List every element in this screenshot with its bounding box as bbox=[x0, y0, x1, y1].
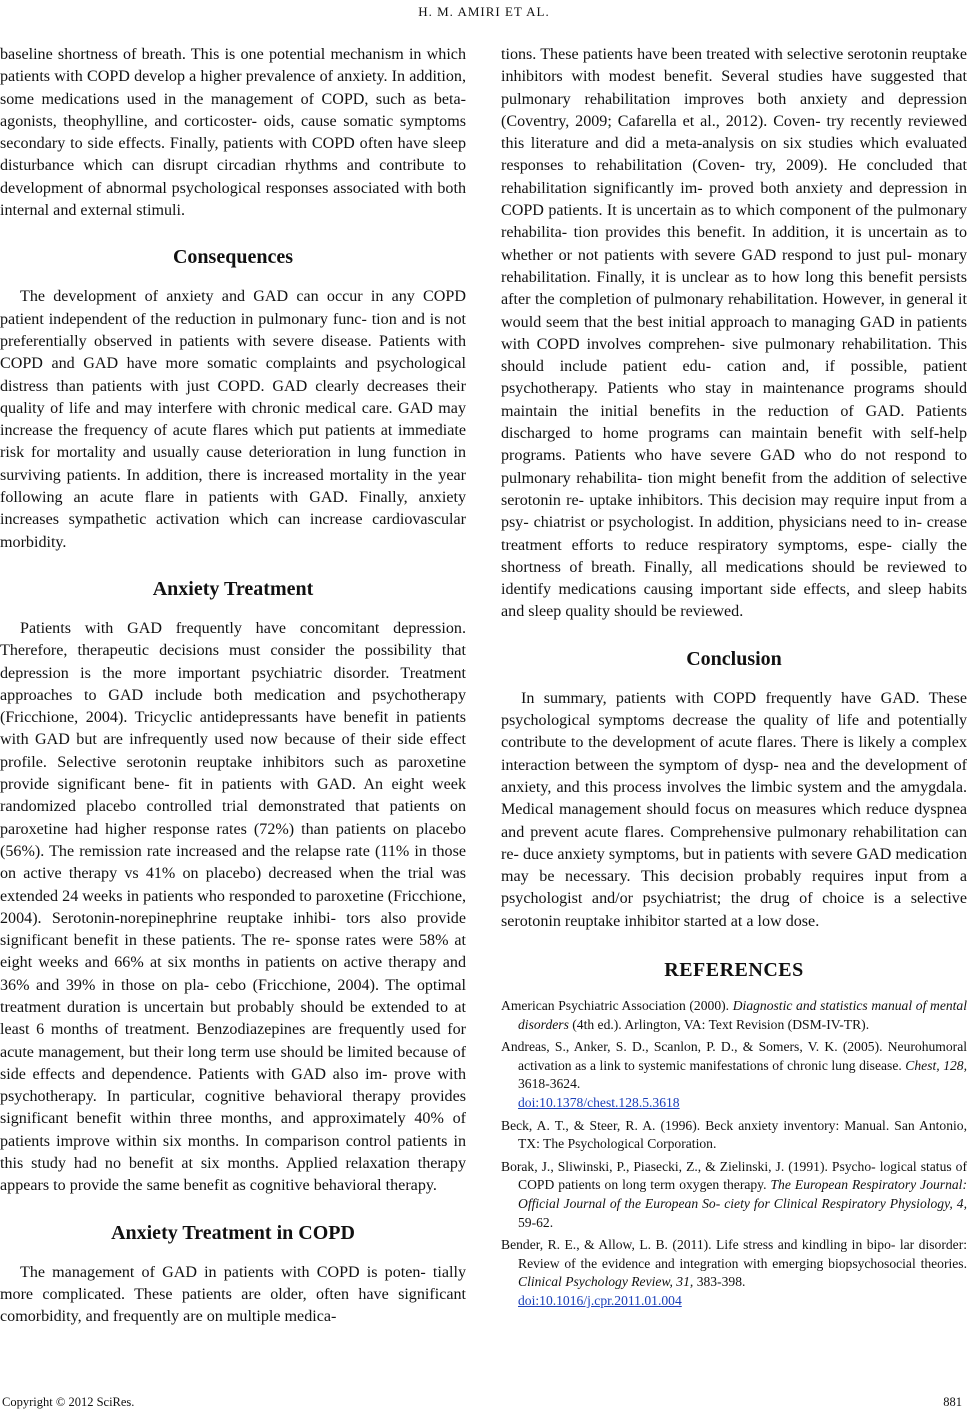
reference-item bbox=[501, 1038, 967, 1112]
paragraph-conclusion: In summary, patients with COPD frequently have GAD. These psychological symptoms decrease the quality of life and potentially contribute to the development of acute flares. There is likely a complex interaction between the symptom of dysp- nea and the development of anxiety, and this process involves the limbic system and the amygdala. Medical management should focus on measures which reduce dyspnea and prevent acute flares. Comprehensive pulmonary rehabilitation can re- duce anxiety symptoms, but in patients with severe GAD medication may be necessary. This decision probably requires input from a psychologist and/or psychiatrist; the drug of choice is a selective serotonin reuptake inhibitor started at a low dose. bbox=[501, 689, 967, 930]
reference-item bbox=[501, 1236, 967, 1310]
reference-source: Clinical Psychology Review, 31, bbox=[518, 1274, 694, 1290]
right-column bbox=[501, 44, 967, 1314]
reference-text: Andreas, S., Anker, S. D., Scanlon, P. D., & Somers, V. K. (2005). Neurohumoral activation as a link to systemic manifestations of chronic lung disease. bbox=[501, 1039, 967, 1073]
reference-text: American Psychiatric Association (2000). bbox=[501, 997, 733, 1013]
running-head: H. M. AMIRI ET AL. bbox=[418, 4, 550, 19]
left-column bbox=[0, 44, 466, 1329]
paragraph-intro: baseline shortness of breath. This is one potential mechanism in which patients with COPD develop a higher prevalence of anxiety. In addition, some medications used in the management of COPD, such as beta-agonists, theophylline, and corticoster- oids, cause somatic symptoms secondary to side effects. Finally, patients with COPD often have sleep disturbance which can disrupt circadian rhythms and contribute to development of abnormal psychological responses associated with both internal and external stimuli. bbox=[0, 46, 466, 220]
reference-source: Diagnostic and statistics manual of mental disorders bbox=[518, 997, 967, 1032]
reference-doi-link[interactable]: doi:10.1378/chest.128.5.3618 bbox=[518, 1094, 680, 1110]
footer-copyright: Copyright © 2012 SciRes. bbox=[2, 1395, 135, 1409]
reference-source: Chest, 128, bbox=[905, 1057, 967, 1073]
reference-text-tail: (4th ed.). Arlington, VA: Text Revision (DSM-IV-TR). bbox=[568, 1016, 870, 1032]
paragraph-continued: tions. These patients have been treated with selective serotonin reuptake inhibitors with modest benefit. Several studies have suggested that pulmonary rehabilitation improves both anxiety and depression (Coventry, 2009; Cafarella et al., 2012). Coven- try recently reviewed this literature and did a meta-analysis on six studies which evaluated responses to rehabilitation (Coven- try, 2009). He concluded that rehabilitation significantly im- proved both anxiety and depression in COPD patients. It is uncertain as to which component of the pulmonary rehabilita- tion provides this benefit. In addition, it is uncertain as to whether or not patients with severe GAD respond to just pul- monary rehabilitation. Finally, it is unclear as to how long this benefit persists after the completion of pulmonary rehabilitation. However, in general it would seem that the best initial approach to managing GAD in patients with COPD involves comprehen- sive pulmonary rehabilitation. This should include patient edu- cation and, if possible, patient psychotherapy. Patients who stay in maintenance programs should maintain the initial benefits in the reduction of GAD. Patients discharged to home programs can maintain benefit with self-help programs. Patients who have severe GAD who do not respond to pulmonary rehabilita- tion might benefit from the addition of selective serotonin re- uptake inhibitors. This decision may require input from a psy- chiatrist or psychologist. In addition, physicians need to in- crease treatment efforts to reduce respiratory symptoms, espe- cially the shortness of breath. Finally, all medications should be reviewed to identify medications causing important side effects, and sleep habits and sleep quality should be reviewed. bbox=[501, 46, 967, 621]
paragraph-anxiety-treatment-copd: The management of GAD in patients with COPD is poten- tially more complicated. These patients are older, often have significant comorbidity, and frequently are on multiple medica- bbox=[0, 1263, 466, 1326]
reference-source: The European Respiratory Journal: Official Journal of the European So- ciety for Clinical Respiratory Physiology, 4, bbox=[518, 1177, 967, 1211]
reference-text: Bender, R. E., & Allow, L. B. (2011). Life stress and kindling in bipo- lar disorder: Review of the evidence and integration with emerging biopsychosocial theories. bbox=[501, 1237, 967, 1271]
footer-page-number: 881 bbox=[943, 1395, 962, 1409]
reference-text: Beck, A. T., & Steer, R. A. (1996). Beck anxiety inventory: Manual. San Antonio, TX: The Psychological Corporation. bbox=[501, 1117, 967, 1152]
reference-doi-link[interactable]: doi:10.1016/j.cpr.2011.01.004 bbox=[518, 1292, 682, 1308]
reference-text-tail: 59-62. bbox=[518, 1214, 554, 1230]
heading-anxiety-treatment-copd: Anxiety Treatment in COPD bbox=[111, 1221, 355, 1244]
heading-conclusion: Conclusion bbox=[686, 647, 782, 670]
reference-item bbox=[501, 997, 967, 1034]
reference-item bbox=[501, 1158, 967, 1232]
paragraph-consequences: The development of anxiety and GAD can occur in any COPD patient independent of the reduction in pulmonary func- tion and is not preferentially observed in patients with severe disease. Patients with COPD and GAD have more somatic complaints and psychological distress than patients with just COPD. GAD clearly decreases their quality of life and may interfere with chronic medical care. GAD may increase the frequency of acute flares which put patients at immediate risk for mortality and usually cause deterioration in lung function in surviving patients. In addition, there is increased mortality in the year following an acute flare in patients with GAD. Finally, anxiety increases sympathetic activation which can increase cardiovascular morbidity. bbox=[0, 288, 466, 551]
reference-text: Borak, J., Sliwinski, P., Piasecki, Z., & Zielinski, J. (1991). Psycho- logical status of COPD patients on long term oxygen therapy. bbox=[501, 1158, 967, 1193]
heading-anxiety-treatment: Anxiety Treatment bbox=[152, 577, 314, 600]
heading-consequences: Consequences bbox=[172, 246, 293, 269]
reference-text-tail: 3618-3624. bbox=[518, 1076, 581, 1092]
reference-item bbox=[501, 1117, 967, 1154]
reference-text-tail: 383-398. bbox=[693, 1274, 746, 1290]
paragraph-anxiety-treatment: Patients with GAD frequently have concomitant depression. Therefore, therapeutic decisions must consider the possibility that depression is the more important psychiatric disorder. Treatment approaches to GAD include both medication and psychotherapy (Fricchione, 2004). Tricyclic antidepressants have benefit in patients with GAD but are infrequently used now because of their side effect profile. Selective serotonin reuptake inhibitors such as paroxetine provide significant bene- fit in patients with GAD. An eight week randomized placebo controlled trial demonstrated that patients on paroxetine had higher response rates (72%) than patients on placebo (56%). The remission rate increased and the relapse rate (11% in those on active therapy vs 41% on placebo) decreased when the trial was extended 24 weeks in patients who responded to paroxetine (Fricchione, 2004). Serotonin-norepinephrine reuptake inhibi- tors also provide significant benefit in these patients. The re- sponse rates were 58% at eight weeks and 66% at six months in patients on active therapy and 36% and 39% in those on pla- cebo (Fricchione, 2004). The optimal treatment duration is uncertain but probably should be extended to at least 6 months of treatment. Benzodiazepines are frequently used for acute management, but their long term use should be limited because of side effects and dependence. Patients with GAD also im- prove with psychotherapy. In particular, cognitive behavioral therapy provides significant benefit within three months, and approximately 40% of patients improve within six months. In comparison control patients in this study had no benefit at six months. Applied relaxation therapy appears to provide the same benefit as cognitive behavioral therapy. bbox=[0, 619, 466, 1195]
heading-references: REFERENCES bbox=[664, 958, 804, 981]
